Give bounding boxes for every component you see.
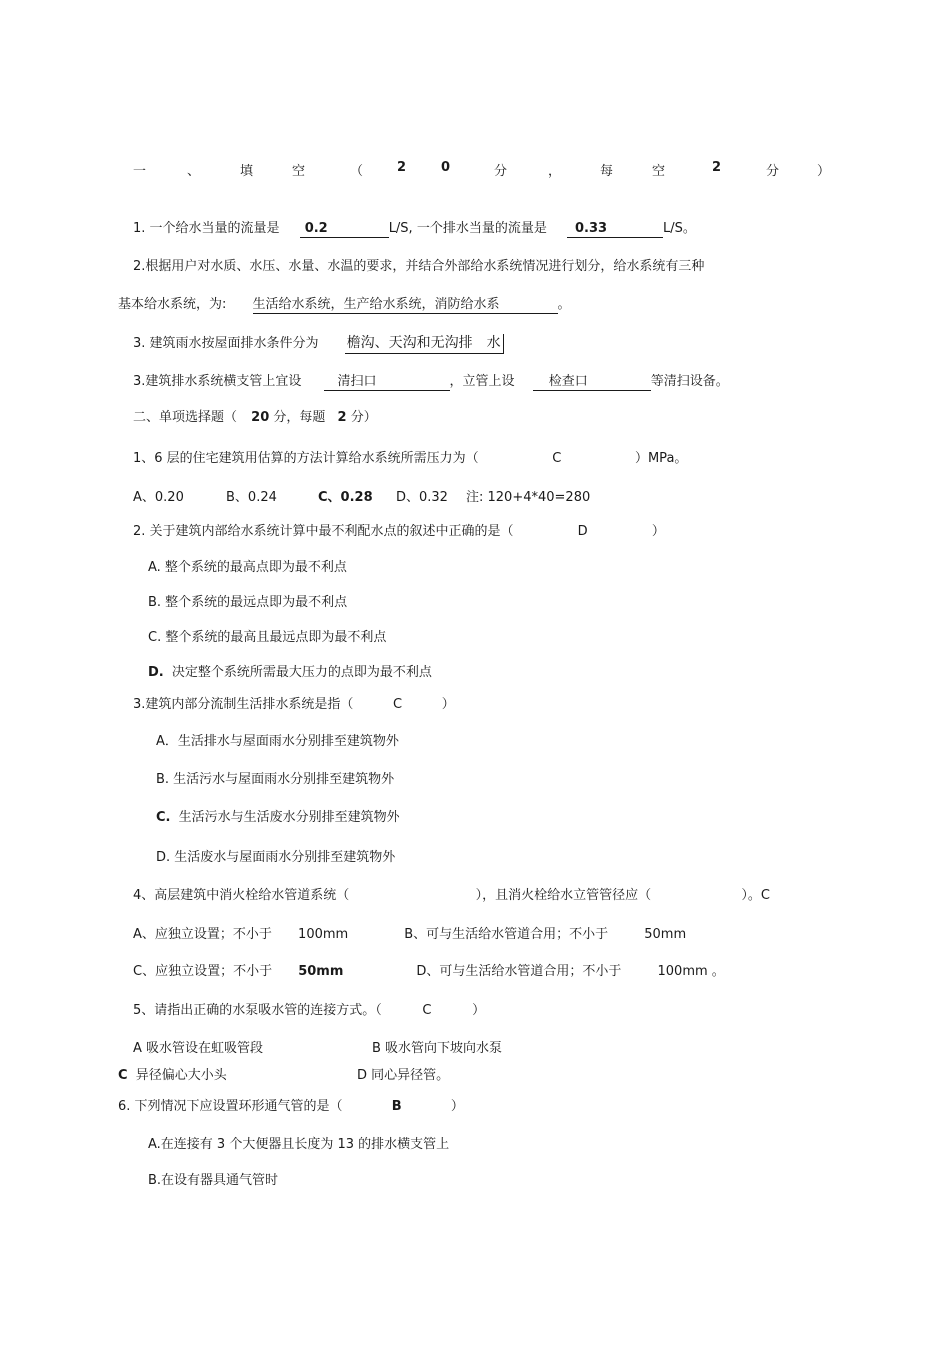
answer-mark: B	[391, 1099, 402, 1114]
title-text: 二、单项选择题（	[133, 410, 238, 425]
title-number: 2	[337, 410, 347, 425]
answer-mark: D	[577, 524, 588, 539]
question-stem: 3.建筑内部分流制生活排水系统是指（	[133, 697, 354, 712]
question-text: 基本给水系统，为:	[118, 297, 227, 312]
title-char: 2	[397, 160, 407, 175]
option-a: A.在连接有 3 个大便器且长度为 13 的排水横支管上	[148, 1137, 450, 1152]
fill-question-2-line1: 2.根据用户对水质、水压、水量、水温的要求，并结合外部给水系统情况进行划分，给水系统有三种	[133, 259, 705, 274]
choice-question-3	[133, 696, 455, 714]
option-value: 100mm	[298, 927, 349, 942]
option-d: D、可与生活给水管道合用；不小于	[416, 964, 622, 979]
option-b: B. 生活污水与屋面雨水分别排至建筑物外	[156, 772, 395, 787]
option-b: B 吸水管向下坡向水泵	[372, 1041, 503, 1056]
option-letter: C	[118, 1068, 128, 1083]
option-b: B.在设有器具通气管时	[148, 1173, 279, 1188]
answer-blank: 0.33	[567, 221, 663, 238]
title-char: 分	[494, 164, 508, 179]
question-text: 等清扫设备。	[650, 374, 729, 389]
title-char: 分	[766, 164, 780, 179]
option-text: 异径偏心大小头	[135, 1068, 227, 1083]
fill-question-2-line2	[118, 296, 571, 314]
option-a: A．生活排水与屋面雨水分别排至建筑物外	[156, 734, 399, 749]
title-char: （	[350, 164, 364, 179]
title-char: 0	[441, 160, 451, 175]
choice-question-1	[133, 450, 687, 468]
option-b: B. 整个系统的最远点即为最不利点	[148, 595, 348, 610]
question-text: ）	[441, 697, 455, 712]
option-a: A、0.20	[133, 490, 184, 505]
question-stem: 2. 关于建筑内部给水系统计算中最不利配水点的叙述中正确的是（	[133, 524, 514, 539]
question-stem: 5、请指出正确的水泵吸水管的连接方式。（	[133, 1003, 382, 1018]
answer-blank: 0.2	[300, 221, 389, 238]
option-b: B、可与生活给水管道合用；不小于	[404, 927, 609, 942]
question-stem: 1、6 层的住宅建筑用估算的方法计算给水系统所需压力为（	[133, 451, 479, 466]
title-char: ）	[817, 164, 831, 179]
option-c	[156, 809, 400, 827]
title-char: 空	[652, 164, 666, 179]
choice-question-4	[133, 887, 770, 905]
option-d: D 同心异径管。	[357, 1068, 450, 1083]
question-text: ）	[651, 524, 665, 539]
question-text: L/S。	[662, 221, 696, 236]
answer-mark: C	[393, 697, 403, 712]
question-text: L/S, 一个排水当量的流量是	[388, 221, 547, 236]
option-d	[148, 664, 432, 682]
option-c	[318, 489, 396, 507]
title-char: 空	[292, 164, 306, 179]
title-char: 一	[133, 164, 147, 179]
section2-title	[133, 409, 377, 427]
title-char: 2	[712, 160, 722, 175]
option-letter: C.	[156, 810, 171, 825]
option-a: A、应独立设置；不小于	[133, 927, 272, 942]
option-c: C、应独立设置；不小于	[133, 964, 273, 979]
choice-question-2	[133, 523, 665, 541]
option-d: D、0.32	[396, 490, 448, 505]
option-a: A. 整个系统的最高点即为最不利点	[148, 560, 347, 575]
choice-question-5	[133, 1002, 485, 1020]
fill-question-3a	[133, 334, 504, 354]
option-value: 100mm 。	[657, 964, 725, 979]
question-text: 3. 建筑雨水按屋面排水条件分为	[133, 336, 319, 351]
option-a: A 吸水管设在虹吸管段	[133, 1041, 264, 1056]
question-stem: 6. 下列情况下应设置环形通气管的是（	[118, 1099, 343, 1114]
option-text: 生活污水与生活废水分别排至建筑物外	[178, 810, 400, 825]
option-d: D. 生活废水与屋面雨水分别排至建筑物外	[156, 850, 396, 865]
answer-blank: 清扫口	[324, 374, 450, 391]
title-text: 分，每题	[273, 410, 326, 425]
question-text: ）。C	[741, 888, 770, 903]
question-text: 1. 一个给水当量的流量是	[133, 221, 280, 236]
title-char: 、	[187, 164, 201, 179]
question-text: ）	[472, 1003, 486, 1018]
options-q1	[133, 489, 590, 507]
title-number: 20	[251, 410, 270, 425]
option-value: 、0.28	[327, 490, 373, 505]
title-char: ，	[548, 164, 562, 179]
answer-blank: 生活给水系统，生产给水系统，消防给水系	[253, 297, 558, 314]
title-text: 分）	[350, 410, 377, 425]
answer-blank: 檐沟、天沟和无沟排 水	[345, 334, 504, 354]
fill-question-1	[133, 220, 696, 238]
title-char: 每	[600, 164, 614, 179]
question-text: ）	[450, 1099, 464, 1114]
option-b: B、0.24	[226, 490, 277, 505]
title-char: 填	[240, 164, 254, 179]
fill-question-3b	[133, 373, 729, 391]
answer-blank: 检查口	[533, 374, 651, 391]
choice-question-6	[118, 1098, 464, 1116]
option-value: 50mm	[644, 927, 687, 942]
option-letter: C	[318, 490, 328, 505]
options-q4-ab	[133, 926, 686, 944]
option-letter: D.	[148, 665, 164, 680]
question-stem: ），且消火栓给水立管管径应（	[475, 888, 652, 903]
option-c: C. 整个系统的最高且最远点即为最不利点	[148, 630, 387, 645]
option-c	[118, 1067, 227, 1085]
option-value: 50mm	[298, 964, 344, 979]
answer-mark: C	[552, 451, 562, 466]
question-stem: 4、高层建筑中消火栓给水管道系统（	[133, 888, 350, 903]
question-text: ，立管上设	[449, 374, 515, 389]
options-q4-cd	[133, 963, 725, 981]
question-text: 。	[557, 297, 571, 312]
answer-mark: C	[422, 1003, 432, 1018]
note-text: 注: 120+4*40=280	[466, 490, 591, 505]
question-text: ）MPa。	[634, 451, 688, 466]
question-text: 3.建筑排水系统横支管上宜设	[133, 374, 302, 389]
option-text: 决定整个系统所需最大压力的点即为最不利点	[171, 665, 432, 680]
